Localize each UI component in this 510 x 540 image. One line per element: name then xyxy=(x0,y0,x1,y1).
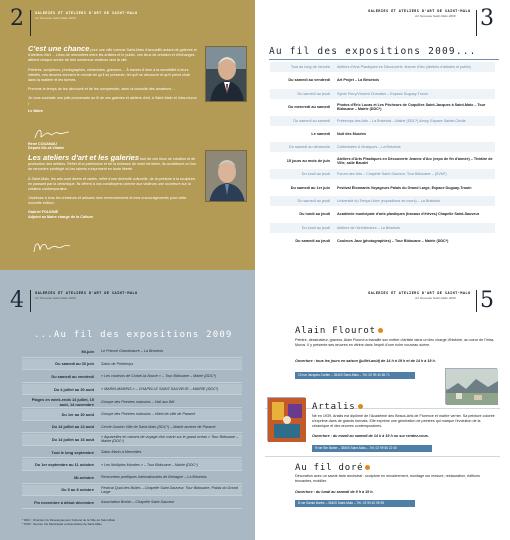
page-number: 4 xyxy=(10,288,24,313)
bullet-icon xyxy=(358,404,363,409)
exhibition-row xyxy=(270,89,495,99)
exhibitor-description: Décoration avec un savoir-faire ancestral : sculpture en encadrement, montage sur mesure, restauration, éditions brocantes, mobilier. xyxy=(295,474,480,483)
footnotes xyxy=(22,518,115,527)
opening-hours: Ouverture : du lundi au samedi de 9 h à 19 h. xyxy=(295,490,374,494)
exhibition-row xyxy=(270,209,495,219)
exhibition-date: Mi-juin xyxy=(81,348,94,354)
signature-2 xyxy=(30,238,76,256)
headline: Les ateliers d'art et les galeries xyxy=(28,153,140,162)
exhibition-date: Du samedi au dimanche xyxy=(289,145,330,150)
deputy-photo xyxy=(205,150,247,202)
footnote: * SVM : Service Vie Municipale et Associative de Saint-Malo xyxy=(22,522,102,527)
exhibition-event: Académie municipale d'arts plastiques (travaux d'élèves) Chapelle Saint-Sauveur xyxy=(337,212,480,217)
exhibition-event: Association Breizh – Chapelle Saint-Sauveur xyxy=(101,500,175,505)
site-subtitle: Art Nouveau Saint-Malo 2009 xyxy=(415,296,456,300)
signature-role: Le Maire xyxy=(28,108,43,113)
bullet-icon xyxy=(365,465,370,470)
exhibition-date: Du 14 juillet au 16 août xyxy=(51,436,94,442)
exhibition-date: Plages en week-ends 14 juillet, 15 août, 14 novembre xyxy=(31,396,94,407)
exhibition-event: « Les couleurs de Corbel-la-Nouve » – Tour Bidouane – Mairie (DDC*) xyxy=(101,374,217,379)
signatory-name: Gabriel FOLIGNÉ xyxy=(28,209,59,214)
site-title: GALERIES ET ATELIERS D'ART DE SAINT-MALO xyxy=(368,9,471,13)
signatory-name: René COUANAU xyxy=(28,142,57,146)
page-5 xyxy=(255,270,510,540)
exhibition-date: Du samedi au samedi xyxy=(293,118,330,123)
exhibition-event: Groupe des Peintres malouins – Hall aux Blé xyxy=(101,399,175,404)
exhibition-row xyxy=(22,422,242,434)
colorful-painting-icon xyxy=(268,398,306,442)
exhibition-date: Du 5 au 8 octobre xyxy=(61,487,94,493)
site-subtitle: Art Nouveau Saint-Malo 2009 xyxy=(35,16,76,20)
page-2 xyxy=(0,0,255,270)
signatory-title: Député Ille-et-Vilaine xyxy=(28,146,65,150)
exhibition-date: Du lundi au jeudi xyxy=(299,212,330,217)
exhibition-event: Nuit des Musées xyxy=(337,132,367,136)
exhibition-event: Sylvie Ferry/Vincent Chevalier – Espace Duguay-Trouin xyxy=(337,91,428,96)
exhibition-date: Du samedi au jeudi xyxy=(297,91,330,96)
divider xyxy=(476,10,477,36)
exhibition-event: Festival Étonnants Voyageurs Palais du Grand Large, Espace Duguay-Trouin xyxy=(337,185,472,190)
exhibition-date: Du mercredi au samedi xyxy=(288,105,330,110)
paragraph: À Saint-Malo, les arts sont divers et variés, reflet d'une diversité culturelle, de la peinture à la sculpture, en passant par la céramique. Ils offrent à nos concitoyens comme aux visiteurs une ouverture sur la création contemporaine. xyxy=(28,176,196,192)
exhibition-event: « MARIN-MARINS » – CHAPELLE SAINT-SAUVEUR – MAIRIE (DDC*) xyxy=(101,387,219,392)
paragraph: font de ces lieux de création et de production des artistes. Reflet d'un patrimoine et de la richesse de notre territoire, ils constituent un lieu de rencontre privilégié où les talents s'expriment en toute liberté. xyxy=(28,157,197,172)
exhibitor-description: Né en 1939, Artalis est diplômé de l'Académie des Beaux-Arts de Florence et maître verrier. Sa peinture colorée s'exprime dans de grands formats. Elle exprime une génération de peintres qui marque l'évolution de la céramique et des œuvres contemporaines. xyxy=(312,414,495,428)
exhibition-event: Forum des Arts – Chapelle Saint-Sauveur, Tour Bidouane – (SVM*) xyxy=(337,172,447,177)
exhibition-row xyxy=(270,223,495,233)
exhibition-row xyxy=(270,102,495,112)
signature-block-1 xyxy=(28,142,64,150)
bullet-icon xyxy=(378,328,383,333)
signatory-title: Adjoint au Maire chargé de la Culture xyxy=(28,214,94,219)
exhibition-date: Fin novembre à début décembre xyxy=(34,499,94,505)
exhibition-event: « Les Multiples Mondes » – Tour Bidouane – Mairie (DDC*) xyxy=(101,462,198,467)
exhibition-event: Groupe des Peintres malouins – Hôtel-de-ville de Paramé xyxy=(101,412,196,417)
exhibitor-name: Au fil doré xyxy=(295,463,364,473)
exhibition-date: Du samedi au vendredi xyxy=(288,78,330,83)
exhibition-date: Du 4 juillet au 30 août xyxy=(54,386,94,392)
exhibition-event: Cercle Gaston Ville de Saint-Malo (DDC*) – Mairie annexe de Paramé xyxy=(101,424,216,429)
exhibition-row xyxy=(22,384,242,396)
exhibition-date: Du lundi au jeudi xyxy=(301,172,330,177)
page-number: 2 xyxy=(10,6,24,31)
contact-bar: 13 rue Jacques Cartier – 35400 Saint-Malo – Tél. 02 99 40 85 71 xyxy=(295,372,415,379)
exhibition-date: Le samedi xyxy=(311,132,330,136)
paragraph: Je vous souhaite une jolie promenade au fil de ces galeries et ateliers d'art, à Saint-Malo et Intra-muros ! xyxy=(28,96,197,106)
page-title: ...Au fil des expositions 2009 xyxy=(34,330,233,340)
exhibition-date: Du 1er septembre au 11 octobre xyxy=(34,462,94,468)
divider xyxy=(30,290,31,312)
paragraph: Peintres, sculpteurs, photographes, céramistes, graveurs ... À travers 8 bien à la sensibilité à leurs intérêts, ces œuvres donnent le monde tel qu'il se présente, tel qu'il se découvre et qu'il prend chair dans la matière et les formes. xyxy=(28,67,191,83)
painting-image xyxy=(445,368,497,404)
site-title: GALERIES ET ATELIERS D'ART DE SAINT-MALO xyxy=(35,291,138,295)
exhibition-row xyxy=(22,472,242,484)
exhibitor-title xyxy=(295,326,383,336)
page-number: 5 xyxy=(480,288,494,313)
exhibition-event: Rencontres poétiques Internationales de Bretagne – La Brisetois xyxy=(101,475,207,480)
exhibition-event: Printemps des Arts – La Brisetois – Mairie (DDC*) Amoy, Espace Sainte-Cécile xyxy=(337,118,466,123)
exhibition-date: Du 1er au 30 août xyxy=(61,411,94,417)
site-title: GALERIES ET ATELIERS D'ART DE SAINT-MALO xyxy=(368,291,471,295)
headline: C'est une chance xyxy=(28,44,90,53)
exhibition-event: Le Prieuré Grandnature – La Brisetois xyxy=(101,349,164,354)
exhibition-row xyxy=(270,169,495,179)
exhibition-event: Cathédrales & Musiques – La Brisetois xyxy=(337,145,401,150)
deputy-text-block xyxy=(28,155,198,220)
exhibition-row xyxy=(270,236,495,246)
exhibition-row xyxy=(22,359,242,371)
exhibition-date: Mi-octobre xyxy=(74,474,94,480)
page-number: 3 xyxy=(480,6,494,31)
exhibition-event: « Aquarelles en canons de voyage d'un marin sur le grand océan » Tour Bidouane – Mairie (DDC*) xyxy=(101,435,239,444)
exhibition-event: Photos d'Eric Lucas et Les Pêcheurs de Coquilles Saint-Jacques à Saint-Malo – Tour Bidouane – Mairie (DDC*) xyxy=(337,103,486,112)
exhibition-row xyxy=(22,434,242,446)
exhibition-row xyxy=(270,75,495,85)
exhibition-row xyxy=(270,196,495,206)
artwork-image xyxy=(267,397,305,441)
exhibition-date: Du samedi au jeudi xyxy=(295,239,330,244)
exhibitor-name: Artalis xyxy=(312,402,356,412)
exhibition-row xyxy=(270,142,495,152)
exhibition-date: Du lundi au jeudi xyxy=(301,225,330,230)
exhibition-row xyxy=(270,183,495,193)
exhibition-row xyxy=(270,116,495,126)
divider xyxy=(30,10,31,36)
portrait-icon xyxy=(206,47,247,102)
divider xyxy=(476,290,477,312)
site-title: GALERIES ET ATELIERS D'ART DE SAINT-MALO xyxy=(35,11,138,15)
exhibition-row xyxy=(22,371,242,383)
intro-paragraph: pour une ville comme Saint-Malo d'accueillir autant de galeries et d'ateliers d'art ... Lieux de rencontres entre les artistes et le public, ces lieux de création et d'échanges attirent chaque année de très nombreux visiteurs vers la cité. xyxy=(28,48,197,63)
exhibition-event: Art Projet – La Brisetois xyxy=(337,78,380,83)
exhibition-row xyxy=(22,447,242,459)
exhibition-date: Tout le long septembre xyxy=(51,449,94,455)
paragraph: Prenons le temps de les découvrir et de les comprendre, avec la curiosité des amateurs ... xyxy=(28,87,176,92)
exhibition-event: Salon de Printemps xyxy=(101,361,134,366)
exhibition-event: Couleurs Jazz (photographies) – Tour Bidouane – Mairie (DDC*) xyxy=(337,239,449,244)
exhibitor-description: Peintre, dessinateur, graveur, Alain Flourot a travaillé son métier d'artiste dans un lieu chargé d'histoire, au cœur de l'Intra-Muros. Il y présente ses œuvres en vitrine dans l'esprit d'une riche nouveau scène. xyxy=(295,338,495,347)
exhibition-row xyxy=(22,497,242,509)
exhibitor-title xyxy=(312,402,363,412)
footnote: * DDC : Direction du Développement Culturel de la Ville de Saint-Malo xyxy=(22,518,116,522)
signature-1 xyxy=(32,126,72,142)
exhibition-date: Du samedi au vendredi xyxy=(51,373,94,379)
exhibition-row xyxy=(270,62,495,72)
exhibition-date: Tout au long de l'année xyxy=(290,65,330,69)
mayor-photo xyxy=(205,46,247,102)
exhibition-event: Ateliers d'Arts Plastiques en Découverte Jeanne d'Arc (ateliers d'artistes et public) xyxy=(337,65,471,69)
exhibition-date: Du samedi au 30 juin xyxy=(55,361,94,367)
exhibition-row xyxy=(22,459,242,471)
exhibition-row xyxy=(270,129,495,139)
exhibition-row xyxy=(22,346,242,358)
exhibition-event: Ateliers d'Arts Plastiques en Découverte Jeanne d'Arc (expo de fin d'année) – Théâtre de Ville, salle Baudel xyxy=(337,156,493,165)
contact-bar: 9 rue Ste Barbe – 35400 Saint-Malo – Tél. 02 99 56 22 40 xyxy=(312,445,432,452)
section-rule xyxy=(265,456,500,457)
exhibition-event: Salon Marin à Merveilles xyxy=(101,450,142,455)
site-subtitle: Art Nouveau Saint-Malo 2009 xyxy=(415,14,456,18)
opening-hours: Ouverture : du mardi au samedi de 14 h à 19 h ou sur rendez-vous. xyxy=(312,434,429,438)
exhibition-date: Du samedi au jeudi xyxy=(297,199,330,203)
exhibition-row xyxy=(22,409,242,421)
exhibition-date: Du samedi au 1er juin xyxy=(290,185,330,190)
page-title: Au fil des expositions 2009... xyxy=(269,46,477,57)
mayor-text-block xyxy=(28,46,198,114)
exhibition-row xyxy=(22,396,242,408)
exhibition-date: 15 jours au mois de juin xyxy=(286,158,330,163)
exhibition-event: Ateliers de l'Architecture – La Brisetois xyxy=(337,225,401,230)
exhibition-row xyxy=(22,485,242,497)
contact-bar: 8 rue Sainte Barbe – 35400 Saint-Malo – Tél. 02 99 40 95 95 xyxy=(295,500,415,507)
opening-hours: Ouverture : tous les jours en saison (juillet-août) de 14 h à 19 h et de 14 h à 19 h. xyxy=(295,359,436,363)
title-rule xyxy=(269,59,499,60)
landscape-painting-icon xyxy=(446,369,498,405)
exhibition-event: Université du Temps Libre (expositions de cours) – La Brisetois xyxy=(337,199,441,203)
exhibition-event: Festival Quai des Bulles – Chapelle Saint-Sauveur, Tour Bidouane, Palais du Grand Large xyxy=(101,485,238,494)
exhibitor-name: Alain Flourot xyxy=(295,326,376,336)
exhibition-row xyxy=(270,156,495,166)
site-subtitle: Art Nouveau Saint-Malo 2009 xyxy=(35,296,76,300)
paragraph: J'adresse à tous les créateurs et artisans mes remerciements et mes encouragements pour cette nouvelle édition. xyxy=(28,196,187,206)
exhibition-date: Du 14 juillet au 13 août xyxy=(51,424,94,430)
portrait-icon xyxy=(206,151,247,202)
exhibitor-title xyxy=(295,463,370,473)
